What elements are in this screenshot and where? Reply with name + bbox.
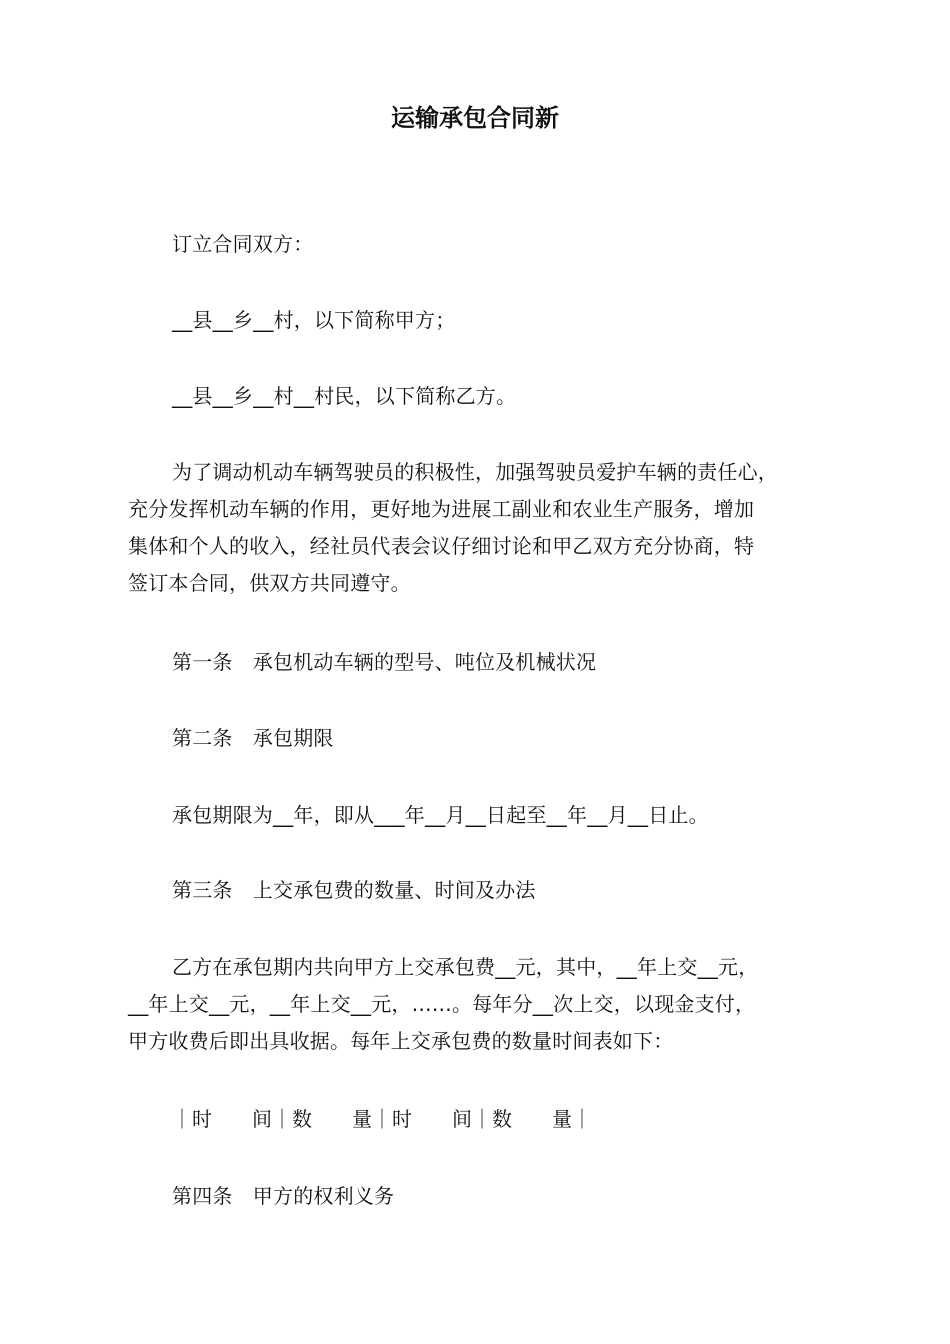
document-title: 运输承包合同新 bbox=[391, 104, 559, 132]
article-4-heading bbox=[128, 1178, 828, 1215]
text-line: 甲方收费后即出具收据。每年上交承包费的数量时间表如下： bbox=[128, 1029, 674, 1053]
text-line: 集体和个人的收入，经社员代表会议仔细讨论和甲乙双方充分协商，特 bbox=[128, 534, 755, 558]
paragraph-purpose bbox=[128, 454, 828, 602]
article-1-heading bbox=[128, 644, 828, 681]
text-line: 订立合同双方： bbox=[172, 232, 314, 256]
text-line: __县__乡__村，以下简称甲方； bbox=[172, 308, 456, 332]
fee-schedule-table-row: ｜时 间｜数 量｜时 间｜数 量｜ bbox=[172, 1107, 592, 1131]
text-line: __年上交__元，__年上交__元，……。每年分__次上交，以现金支付， bbox=[128, 992, 756, 1016]
article-2-heading bbox=[128, 720, 828, 757]
text-line: 为了调动机动车辆驾驶员的积极性，加强驾驶员爱护车辆的责任心， bbox=[172, 460, 778, 484]
text-line: 承包期限为__年，即从___年__月__日起至__年__月__日止。 bbox=[172, 803, 709, 827]
paragraph-fee bbox=[128, 949, 828, 1060]
text-line: 第一条 承包机动车辆的型号、吨位及机械状况 bbox=[172, 650, 597, 674]
text-line: 乙方在承包期内共向甲方上交承包费__元，其中，__年上交__元， bbox=[172, 955, 759, 979]
text-line: 签订本合同，供双方共同遵守。 bbox=[128, 571, 411, 595]
text-line: 第三条 上交承包费的数量、时间及办法 bbox=[172, 878, 536, 902]
paragraph-term bbox=[128, 797, 828, 834]
paragraph-parties-heading bbox=[128, 226, 828, 263]
text-line: 第四条 甲方的权利义务 bbox=[172, 1184, 395, 1208]
paragraph-party-b bbox=[128, 378, 828, 415]
text-line: 第二条 承包期限 bbox=[172, 726, 334, 750]
text-line: 充分发挥机动车辆的作用，更好地为进展工副业和农业生产服务，增加 bbox=[128, 497, 755, 521]
text-line: __县__乡__村__村民，以下简称乙方。 bbox=[172, 384, 517, 408]
paragraph-party-a bbox=[128, 302, 828, 339]
article-3-heading bbox=[128, 872, 828, 909]
